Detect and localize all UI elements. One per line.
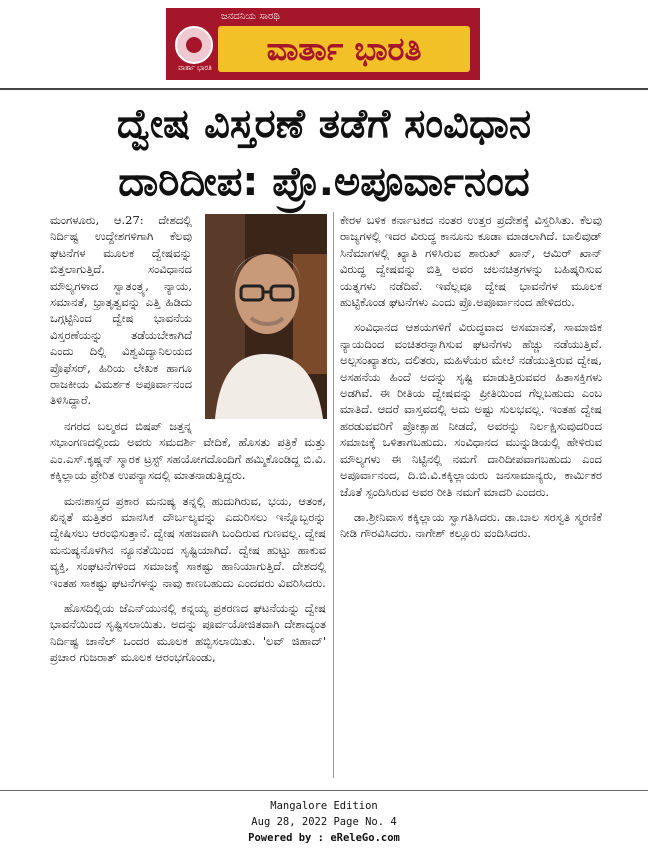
article-paragraph: ಮನಃಶಾಸ್ತ್ರದ ಪ್ರಕಾರ ಮನುಷ್ಯ ತನ್ನಲ್ಲಿ ಹುದುಗಿರುವ, ಭಯ, ಆತಂಕ, ಖಿನ್ನತೆ ಮತ್ತಿತರ ಮಾನಸಿಕ ದೌರ್ಬಲ್ಯವನ್ನು ಎದುರಿಸಲು ಇನ್ನೊಬ್ಬರನ್ನು ದ್ವೇಷಿಸಲು ಆರಂಭಿಸುತ್ತಾನೆ. ದ್ವೇಷ ಸಹಜವಾಗಿ ಬಂದಿರುವ ಗುಣವಲ್ಲ. ದ್ವೇಷ ಮನುಷ್ಯನೊಳಗಿನ ನ್ಯೂನತೆಯಿಂದ ಸೃಷ್ಟಿಯಾಗಿದೆ. ದ್ವೇಷ ಹುಟ್ಟು ಹಾಕುವ ವ್ಯಕ್ತಿ, ಸಂಘಟನೆಗಳಿಂದ ಸಮಾಜಕ್ಕೆ ಸಾಕಷ್ಟು ಹಾನಿಯಾಗುತ್ತಿದೆ. ದೇಶದಲ್ಲಿ ಇಂತಹ ಸಾಕಷ್ಟು ಘಟನೆಗಳನ್ನು ನಾವು ಕಾಣಬಹುದು ಎಂದವರು ವಿವರಿಸಿದರು. [50, 493, 326, 590]
article-paragraph: ಮಂಗಳೂರು, ಆ.27: ದೇಶದಲ್ಲಿ ನಿರ್ದಿಷ್ಟ ಉದ್ದೇಶಗಳಿಗಾಗಿ ಕೆಲವು ಘಟನೆಗಳ ಮೂಲಕ ದ್ವೇಷವನ್ನು ಬಿತ್ತಲಾಗುತ್ತಿದೆ. ಸಂವಿಧಾನದ ಮೌಲ್ಯಗಳಾದ ಸ್ವಾತಂತ್ರ್ಯ, ನ್ಯಾಯ, ಸಮಾನತೆ, ಭ್ರಾತೃತ್ವವನ್ನು ಎತ್ತಿ ಹಿಡಿದು ಒಗ್ಗಟ್ಟಿನಿಂದ ದ್ವೇಷ ಭಾವನೆಯ ವಿಸ್ತರಣೆಯನ್ನು ತಡೆಯಬೇಕಾಗಿದೆ ಎಂದು ದಿಲ್ಲಿ ವಿಶ್ವವಿದ್ಯಾನಿಲಯದ ಪ್ರೊಫೆಸರ್, ಹಿರಿಯ ಲೇಖಕ ಹಾಗೂ ರಾಜಕೀಯ ವಿಮರ್ಶಕ ಅಪೂರ್ವಾನಂದ ತಿಳಿಸಿದ್ದಾರೆ. [50, 213, 192, 408]
article-column-2 [340, 212, 602, 551]
header-divider [0, 88, 648, 90]
footer-divider [0, 790, 648, 791]
masthead-tagline: ಜನದನಿಯ ಸಾರಥಿ [221, 11, 280, 22]
masthead-brand: ವಾರ್ತಾ ಭಾರತಿ [218, 26, 470, 72]
article-paragraph: ನಗರದ ಬಲ್ಮಠದ ಬಿಷಪ್ ಜತ್ತನ್ನ ಸಭಾಂಗಣದಲ್ಲಿಂದು ಅವರು ಸಮದರ್ಶಿ ವೇದಿಕೆ, ಹೊಸತು ಪತ್ರಿಕೆ ಮತ್ತು ಎಂ.ಎಸ್.ಕೃಷ್ಣನ್ ಸ್ಮಾರಕ ಟ್ರಸ್ಟ್ ಸಹಯೋಗದೊಂದಿಗೆ ಹಮ್ಮಿಕೊಂಡಿದ್ದ ಬಿ.ವಿ. ಕಕ್ಕಿಲ್ಲಾಯ ಪ್ರೇರಿತ ಉಪನ್ಯಾಸದಲ್ಲಿ ಮಾತನಾಡುತ್ತಿದ್ದರು. [50, 418, 326, 483]
masthead [166, 8, 480, 80]
article-paragraph: ಹೊಸದಿಲ್ಲಿಯ ಜೆಎನ್‌ಯುನಲ್ಲಿ ಕನ್ನಯ್ಯ ಪ್ರಕರಣದ ಘಟನೆಯನ್ನು ದ್ವೇಷ ಭಾವನೆಯಿಂದ ಸೃಷ್ಟಿಸಲಾಯಿತು. ಅದನ್ನು ಪೂರ್ವಯೋಜಿತವಾಗಿ ದೇಶಾದ್ಯಂತ ನಿರ್ದಿಷ್ಟ ಚಾನೆಲ್ ಒಂದರ ಮೂಲಕ ಹಬ್ಬಿಸಲಾಯಿತು. 'ಲವ್ ಜಿಹಾದ್' ಪ್ರಚಾರ ಗುಜರಾತ್ ಮೂಲಕ ಆರಂಭಗೊಂಡು, [50, 600, 326, 665]
logo-icon [175, 26, 213, 64]
article-paragraph: ಸಂವಿಧಾನದ ಆಶಯಗಳಿಗೆ ವಿರುದ್ಧವಾದ ಅಸಮಾನತೆ, ಸಾಮಾಜಿಕ ನ್ಯಾಯದಿಂದ ವಂಚಿತರನ್ನಾಗಿಸುವ ಘಟನೆಗಳು ಹೆಚ್ಚು ನಡೆಯುತ್ತಿವೆ. ಅಲ್ಪಸಂಖ್ಯಾತರು, ದಲಿತರು, ಮಹಿಳೆಯರ ಮೇಲೆ ನಡೆಯುತ್ತಿರುವ ದ್ವೇಷ, ಅಸಹನೆಯ ಹಿಂದೆ ಅದನ್ನು ಸೃಷ್ಟಿ ಮಾಡುತ್ತಿರುವವರ ಹಿತಾಸಕ್ತಿಗಳು ಅಡಗಿವೆ. ಈ ರೀತಿಯ ದ್ವೇಷವನ್ನು ಪ್ರೀತಿಯಿಂದ ಗೆಲ್ಲಬಹುದು ಎಂಬ ಮಾತಿದೆ. ಆದರೆ ವಾಸ್ತವದಲ್ಲಿ ಅದು ಅಷ್ಟು ಸುಲಭವಲ್ಲ. ಇಂತಹ ದ್ವೇಷ ಹರಡುವವರಿಗೆ ಪ್ರೋತ್ಸಾಹ ನೀಡದೆ, ಅವರನ್ನು ನಿರ್ಲಕ್ಷಿಸುವುದರಿಂದ ಸಮಾಜಕ್ಕೆ ಒಳಿತಾಗಬಹುದು. ಸಂವಿಧಾನದ ಮುನ್ನುಡಿಯಲ್ಲಿ ಹೇಳಿರುವ ಮೌಲ್ಯಗಳು ಈ ನಿಟ್ಟಿನಲ್ಲಿ ನಮಗೆ ದಾರಿದೀಪವಾಗಬಹುದು ಎಂದ ಅಪೂರ್ವಾನಂದ, ದಿ.ಬಿ.ವಿ.ಕಕ್ಕಿಲ್ಲಾಯರು ಜನಸಾಮಾನ್ಯರು, ಕಾರ್ಮಿಕರ ಜೊತೆ ಸ್ಪಂದಿಸಿರುವ ಅವರ ರೀತಿ ನಮಗೆ ಮಾದರಿ ಎಂದರು. [340, 320, 602, 499]
logo-subtitle: ವಾರ್ತಾ ಭಾರತಿ [178, 64, 212, 72]
article-paragraph: ಕೇರಳ ಬಳಿಕ ಕರ್ನಾಟಕದ ನಂತರ ಉತ್ತರ ಪ್ರದೇಶಕ್ಕೆ ವಿಸ್ತರಿಸಿತು. ಕೆಲವು ರಾಜ್ಯಗಳಲ್ಲಿ ಇದರ ವಿರುದ್ಧ ಕಾನೂನು ಕೂಡಾ ಮಾಡಲಾಗಿದೆ. ಬಾಲಿವುಡ್ ಸಿನೆಮಾಗಳಲ್ಲಿ ಖ್ಯಾತಿ ಗಳಿಸಿರುವ ಶಾರುಖ್ ಖಾನ್, ಆಮಿರ್ ಖಾನ್ ವಿರುದ್ಧ ದ್ವೇಷವನ್ನು ಬಿತ್ತಿ ಅವರ ಚಲನಚಿತ್ರಗಳನ್ನು ಬಹಿಷ್ಕರಿಸುವ ಯತ್ನಗಳು ನಡೆದಿವೆ. ಇವೆಲ್ಲವೂ ದ್ವೇಷ ಭಾವನೆಗಳ ಮೂಲಕ ಹುಟ್ಟಿಕೊಂಡ ಘಟನೆಗಳು ಎಂದು ಪ್ರೊ.ಅಪೂರ್ವಾನಂದ ಹೇಳಿದರು. [340, 213, 602, 310]
column-divider [333, 212, 334, 778]
headline-line-2: ದಾರಿದೀಪ: ಪ್ರೊ.ಅಪೂರ್ವಾನಂದ [118, 159, 530, 205]
footer-edition: Mangalore Edition [270, 800, 378, 812]
headline-line-1: ದ್ವೇಷ ವಿಸ್ತರಣೆ ತಡೆಗೆ ಸಂವಿಧಾನ [116, 101, 532, 147]
article-column-1 [50, 212, 326, 675]
footer-powered-link[interactable]: Powered by : eReleGo.com [248, 832, 400, 844]
article-paragraph: ಡಾ.ಶ್ರೀನಿವಾಸ ಕಕ್ಕಿಲ್ಲಾಯ ಸ್ವಾಗತಿಸಿದರು. ಡಾ.ಬಾಲ ಸರಸ್ವತಿ ಸ್ಮರಣಿಕೆ ನೀಡಿ ಗೌರವಿಸಿದರು. ನಾಗೇಶ್ ಕಲ್ಲೂರು ವಂದಿಸಿದರು. [340, 509, 602, 541]
footer-date-page: Aug 28, 2022 Page No. 4 [251, 816, 397, 828]
